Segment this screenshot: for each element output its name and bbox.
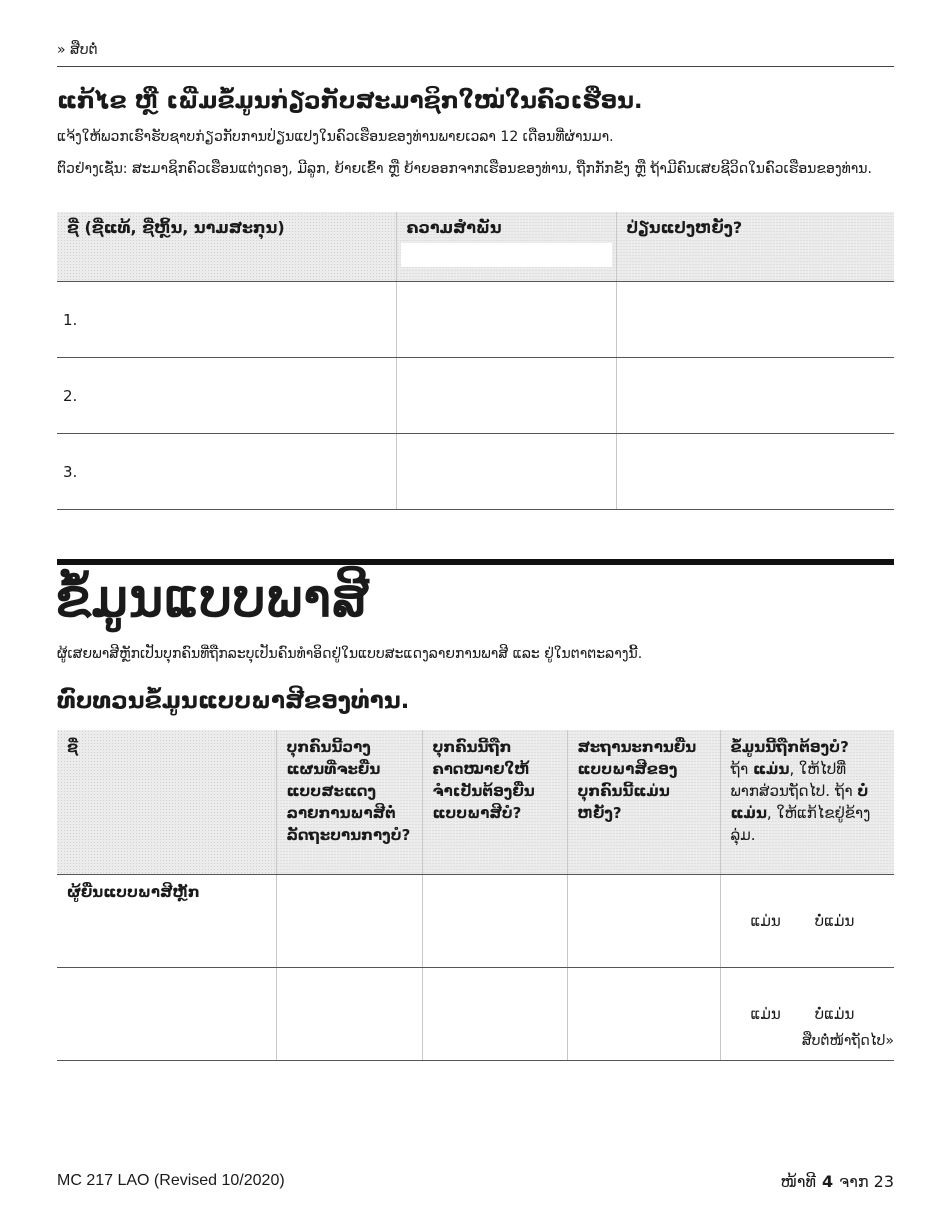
relationship-field-2[interactable] [396,358,616,434]
yes-option[interactable]: ແມ່ນ [750,912,781,930]
primary-filer-label: ຜູ້ຍື່ນແບບພາສີຫຼັກ [67,883,200,901]
total-pages: 23 [873,1172,894,1191]
household-intro: ແຈ້ງໃຫ້ພວກເຮົາຮັບຊາບກ່ຽວກັບການປ່ຽນແປງໃນຄົວເຮືອນຂອງທ່ານພາຍເວລາ 12 ເດືອນທີ່ຜ່ານມາ. [57,129,614,145]
table-row [57,875,894,968]
plan-to-file-field-1[interactable] [276,875,422,968]
row-number: 3. [63,462,78,481]
column-header-name: ຊື່ (ຊື່ແທ້, ຊື່ຫຼິ້ນ, ນາມສະກຸນ) [57,212,396,282]
required-to-file-field-1[interactable] [422,875,567,968]
table-row [57,968,894,1061]
filing-status-field-2[interactable] [567,968,720,1061]
yes-word: ແມ່ນ [753,760,790,778]
row-number: 2. [63,386,78,405]
top-divider [57,66,894,67]
column-header-is-correct [720,730,894,875]
is-correct-title: ຂໍ້ມູນນີ້ຖືກຕ້ອງບໍ? [730,738,849,756]
tax-section-title: ຂໍ້ມູນແບບພາສີ [55,568,370,629]
instruction-part-2: , ໃຫ້ໄປທີ່ພາກສ່ວນຖັດໄປ. ຖ້າ [730,760,858,800]
of-label: ຈາກ [839,1172,869,1191]
plan-to-file-field-2[interactable] [276,968,422,1061]
change-field-1[interactable] [616,282,894,358]
column-header-filing-status: ສະຖານະການຍື່ນແບບພາສີຂອງບຸກຄົນນີ້ແມ່ນຫຍັງ? [567,730,720,875]
column-header-change: ປ່ຽນແປງຫຍັງ? [616,212,894,282]
row-number: 1. [63,310,78,329]
household-changes-table [57,212,894,510]
change-field-2[interactable] [616,358,894,434]
column-header-plan-to-file: ບຸກຄົນນີ້ວາງແຜນທີ່ຈະຍື່ນແບບສະແດງລາຍການພາສີຕໍ່ລັດຖະບານກາງບໍ? [276,730,422,875]
is-correct-cell-1 [720,875,894,968]
primary-filer-name[interactable] [57,875,276,968]
household-heading: ແກ້ໄຂ ຫຼື ເພີ່ມຂໍ້ມູນກ່ຽວກັບສະມາຊິກໃໝ່ໃນຄົວເຮືອນ. [57,88,643,114]
page-number: 4 [822,1172,834,1191]
section-divider [57,559,894,565]
name-field-3[interactable] [57,434,396,510]
filer-name-field-2[interactable] [57,968,276,1061]
column-header-relationship-label: ຄວາມສຳພັນ [406,218,502,237]
no-word: ບໍ່ແມ່ນ [730,782,869,822]
table-row [57,282,894,358]
continue-next-page: ສືບຕໍ່ໜ້າຖັດໄປ» [801,1033,894,1049]
column-header-relationship [396,212,616,282]
household-example: ຕົວຢ່າງເຊັ່ນ: ສະມາຊິກຄົວເຮືອນແຕ່ງດອງ, ມີລູກ, ຍ້າຍເຂົ້າ ຫຼື ຍ້າຍອອກຈາກເຮືອນຂອງທ່ານ, ຖືກກັກຂັງ ຫຼື ຖ້າມີຄົນເສຍຊີວິດໃນຄົວເຮືອນຂອງທ່ານ. [57,161,872,177]
column-header-name: ຊື່ [57,730,276,875]
header-blank-box [401,243,612,267]
instruction-part-3: , ໃຫ້ແກ້ໄຂຢູ່ຂ້າງລຸ່ມ. [730,804,871,844]
required-to-file-field-2[interactable] [422,968,567,1061]
name-field-2[interactable] [57,358,396,434]
name-field-1[interactable] [57,282,396,358]
tax-review-heading: ທົບທວນຂໍ້ມູນແບບພາສີຂອງທ່ານ. [57,688,410,714]
table-row [57,358,894,434]
tax-info-table [57,730,894,1061]
page-indicator [780,1172,894,1191]
table-row [57,434,894,510]
no-option[interactable]: ບໍ່ແມ່ນ [814,912,855,930]
relationship-field-3[interactable] [396,434,616,510]
tax-section-intro: ຜູ້ເສຍພາສີຫຼັກເປັນບຸກຄົນທີ່ຖືກລະບຸເປັນຄົນທຳອິດຢູ່ໃນແບບສະແດງລາຍການພາສີ ແລະ ຢູ່ໃນຕາຕະລາງນີ້. [57,646,643,662]
instruction-part-1: ຖ້າ [730,760,754,778]
change-field-3[interactable] [616,434,894,510]
relationship-field-1[interactable] [396,282,616,358]
form-id: MC 217 LAO (Revised 10/2020) [57,1172,285,1189]
continued-label: » ສືບຕໍ່ [57,42,98,58]
no-option[interactable]: ບໍ່ແມ່ນ [814,1005,855,1023]
column-header-required-to-file: ບຸກຄົນນີ້ຖືກຄາດໝາຍໃຫ້ຈຳເປັນຕ້ອງຍື່ນແບບພາສີບໍ? [422,730,567,875]
yes-option[interactable]: ແມ່ນ [750,1005,781,1023]
page-label: ໜ້າທີ [780,1172,816,1191]
filing-status-field-1[interactable] [567,875,720,968]
